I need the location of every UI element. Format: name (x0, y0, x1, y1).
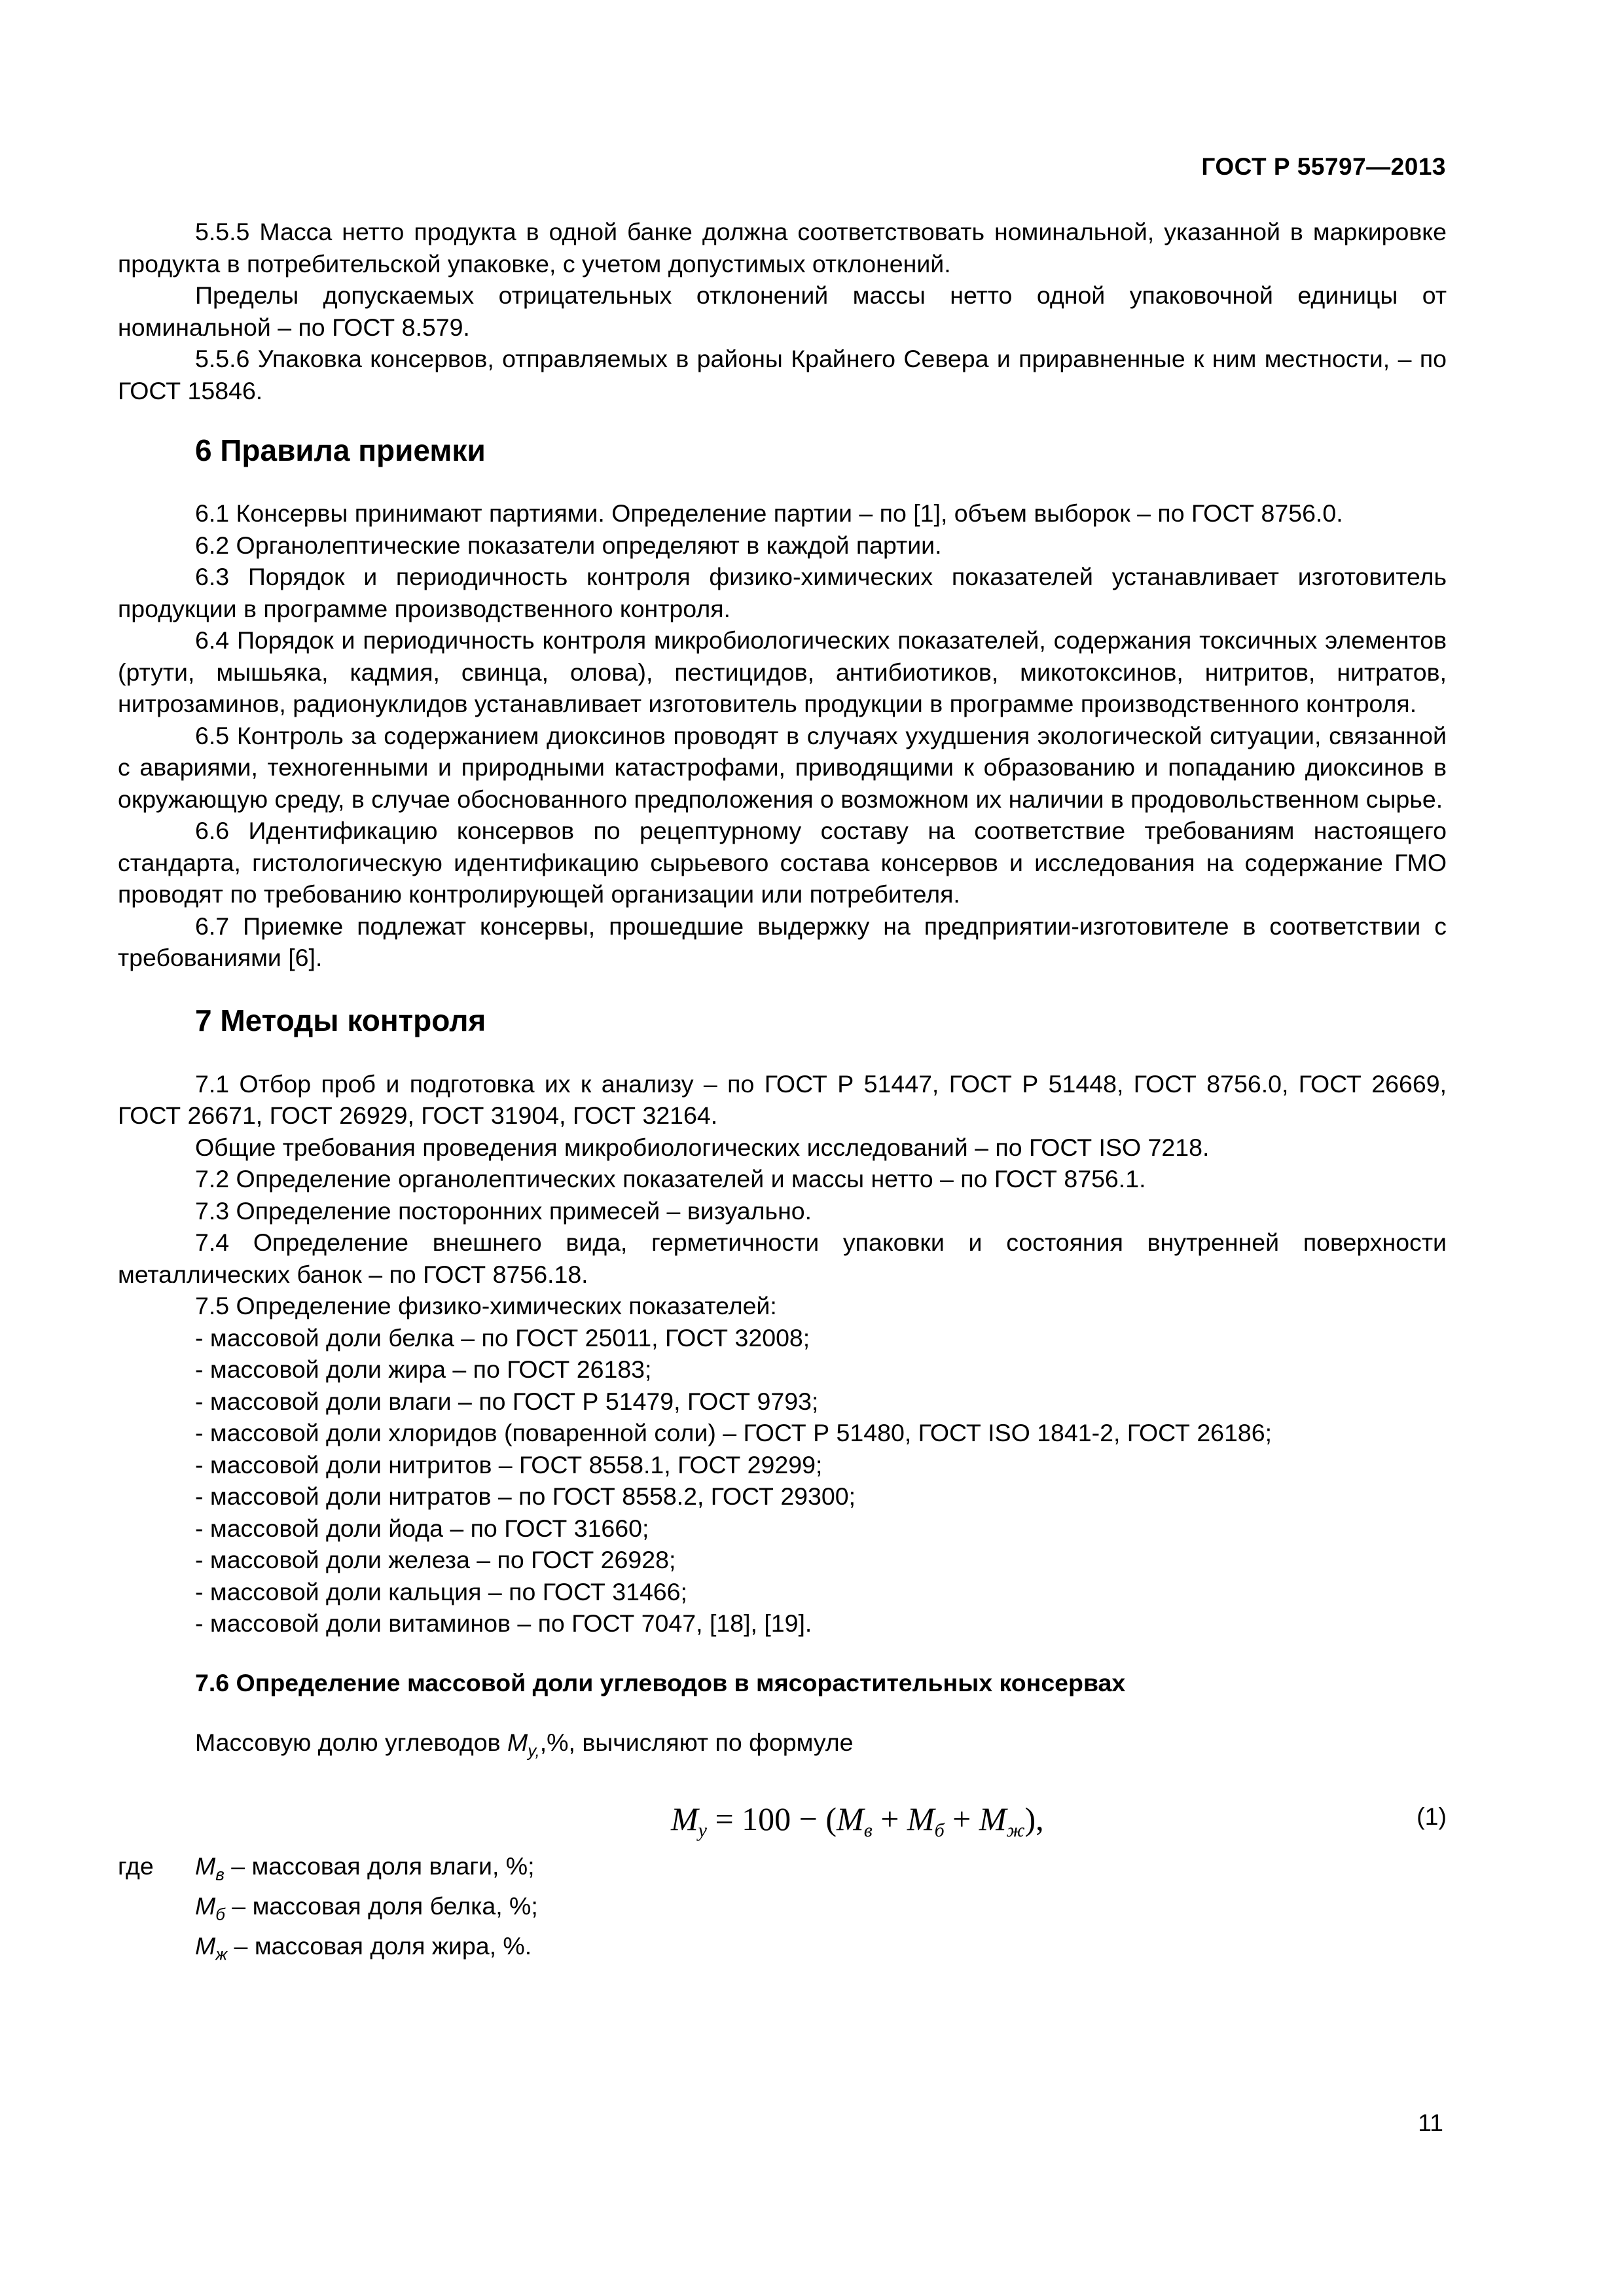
methods-list (118, 1322, 1447, 1640)
formula-intro-text-before: Массовую долю углеводов (195, 1728, 507, 1756)
list-item: - массовой доли нитратов – по ГОСТ 8558.2, ГОСТ 29300; (195, 1482, 856, 1510)
section-6-heading: 6 Правила приемки (195, 433, 486, 467)
formula-intro (118, 1727, 1447, 1767)
list-item: - массовой доли белка – по ГОСТ 25011, ГОСТ 32008; (195, 1323, 810, 1352)
paragraph-7-2: 7.2 Определение органолептических показателей и массы нетто – по ГОСТ 8756.1. (195, 1165, 1146, 1193)
list-item: - массовой доли железа – по ГОСТ 26928; (195, 1546, 676, 1573)
paragraph-6-3: 6.3 Порядок и периодичность контроля физико-химических показателей устанавливает изготовитель продукции в программе производственного контроля. (118, 563, 1447, 622)
definition-moisture: $M_в$ – массовая доля влаги, %; (195, 1852, 535, 1884)
formula-row (118, 1793, 1447, 1850)
list-item: - массовой доли йода – по ГОСТ 31660; (195, 1514, 649, 1542)
definition-fat: $M_ж$ – массовая доля жира, %. (195, 1931, 532, 1964)
paragraph-5-5-5: 5.5.5 Масса нетто продукта в одной банке должна соответствовать номинальной, указанной в маркировке продукта в потребительской упаковке, с учетом допустимых отклонений. (118, 218, 1447, 278)
section-7-heading: 7 Методы контроля (195, 1003, 486, 1037)
list-item: - массовой доли влаги – по ГОСТ Р 51479, ГОСТ 9793; (195, 1387, 819, 1415)
paragraph-6-2: 6.2 Органолептические показатели определяют в каждой партии. (195, 531, 942, 559)
page-number: 11 (1418, 2109, 1443, 2136)
list-item: - массовой доли витаминов – по ГОСТ 7047, [18], [19]. (195, 1609, 812, 1637)
paragraph-7-4: 7.4 Определение внешнего вида, герметичности упаковки и состояния внутренней поверхности металлических банок – по ГОСТ 8756.18. (118, 1229, 1447, 1288)
paragraph-7-1: 7.1 Отбор проб и подготовка их к анализу – по ГОСТ Р 51447, ГОСТ Р 51448, ГОСТ 8756.0, ГОСТ 26669, ГОСТ 26671, ГОСТ 26929, ГОСТ 31904, ГОСТ 32164. (118, 1069, 1447, 1129)
paragraph-6-1: 6.1 Консервы принимают партиями. Определение партии – по [1], объем выборок – по ГОСТ 8756.0. (195, 499, 1343, 527)
list-item: - массовой доли нитритов – ГОСТ 8558.1, ГОСТ 29299; (195, 1450, 823, 1479)
paragraph-7-5: 7.5 Определение физико-химических показателей: (195, 1292, 777, 1319)
paragraph-general-requirements: Общие требования проведения микробиологических исследований – по ГОСТ ISO 7218. (195, 1133, 1210, 1161)
paragraph-7-3: 7.3 Определение посторонних примесей – визуально. (195, 1196, 812, 1225)
carbohydrate-symbol: $M_{у,}$ (507, 1728, 540, 1760)
where-label: где (118, 1852, 154, 1880)
equation-number: (1) (1416, 1802, 1447, 1830)
formula-intro-text-after: ,%, вычисляют по формуле (539, 1728, 854, 1756)
list-item: - массовой доли кальция – по ГОСТ 31466; (195, 1577, 687, 1605)
document-body (118, 216, 1447, 1970)
paragraph-6-6: 6.6 Идентификацию консервов по рецептурному составу на соответствие требованиям настоящего стандарта, гистологическую идентификацию сырьевого состава консервов и исследования на содержание ГМО проводят по требованию контролирующей организации или потребителя. (118, 817, 1447, 908)
definition-protein: $M_б$ – массовая доля белка, %; (195, 1892, 538, 1924)
paragraph-6-4: 6.4 Порядок и периодичность контроля микробиологических показателей, содержания токсичных элементов (ртути, мышьяка, кадмия, свинца, олова), пестицидов, антибиотиков, микотоксинов, нитритов, нитратов, нитрозаминов, радионуклидов устанавливает изготовитель продукции в программе производственного контроля. (118, 626, 1447, 717)
paragraph-6-7: 6.7 Приемке подлежат консервы, прошедшие выдержку на предприятии-изготовителе в соответствии с требованиями [6]. (118, 912, 1447, 971)
paragraph-tolerance: Пределы допускаемых отрицательных отклонений массы нетто одной упаковочной единицы от номинальной – по ГОСТ 8.579. (118, 281, 1447, 341)
formula-1: $M_у = 100 - (M_в + M_б + M_ж)$, (671, 1800, 1044, 1841)
paragraph-6-5: 6.5 Контроль за содержанием диоксинов проводят в случаях ухудшения экологической ситуации, связанной с авариями, техногенными и природными катастрофами, приводящими к образованию и попаданию диоксинов в окружающую среду, в случае обоснованного предположения о возможном их наличии в продовольственном сырье. (118, 721, 1447, 813)
document-code: ГОСТ Р 55797—2013 (1201, 153, 1446, 180)
paragraph-5-5-6: 5.5.6 Упаковка консервов, отправляемых в районы Крайнего Севера и приравненные к ним местности, – по ГОСТ 15846. (118, 345, 1447, 404)
list-item: - массовой доли жира – по ГОСТ 26183; (195, 1355, 652, 1383)
list-item: - массовой доли хлоридов (поваренной соли) – ГОСТ Р 51480, ГОСТ ISO 1841-2, ГОСТ 26186; (195, 1419, 1272, 1446)
subsection-7-6-heading: 7.6 Определение массовой доли углеводов в мясорастительных консервах (195, 1668, 1126, 1696)
